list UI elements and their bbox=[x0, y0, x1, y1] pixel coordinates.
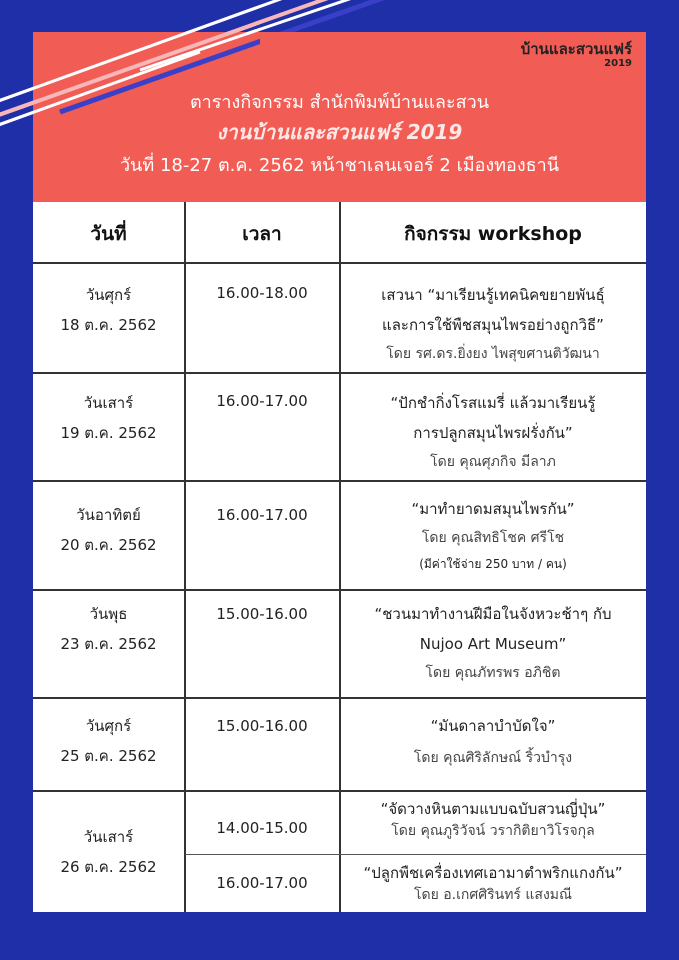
decorative-stripes-overlay bbox=[0, 0, 260, 130]
table-row-day bbox=[33, 711, 184, 771]
activity-cell bbox=[340, 711, 646, 775]
day-name: วันเสาร์ bbox=[83, 828, 134, 846]
row-divider bbox=[33, 697, 646, 699]
day-name: วันเสาร์ bbox=[83, 394, 134, 412]
day-date: 18 ต.ค. 2562 bbox=[60, 316, 157, 334]
day-date: 25 ต.ค. 2562 bbox=[60, 747, 157, 765]
event-name: งานบ้านและสวนแฟร์ 2019 bbox=[216, 120, 463, 144]
day-date: 19 ต.ค. 2562 bbox=[60, 424, 157, 442]
activity-title: “มาทำยาดมสมุนไพรกัน” bbox=[411, 500, 575, 518]
day-date: 26 ต.ค. 2562 bbox=[60, 858, 157, 876]
row-divider bbox=[33, 262, 646, 264]
row-divider bbox=[33, 790, 646, 792]
activity-title: การปลูกสมุนไพรฝรั่งกัน” bbox=[413, 424, 573, 442]
row-divider bbox=[33, 589, 646, 591]
activity-speaker: โดย คุณภัทรพร อภิชิต bbox=[425, 665, 561, 681]
activity-title: “ชวนมาทำงานฝีมือในจังหวะช้าๆ กับ bbox=[374, 605, 612, 623]
session-time: 15.00-16.00 bbox=[216, 605, 308, 623]
session-time: 16.00-17.00 bbox=[216, 506, 308, 524]
session-divider bbox=[185, 854, 646, 855]
activity-cell bbox=[340, 599, 646, 687]
column-divider bbox=[184, 202, 186, 912]
day-name: วันอาทิตย์ bbox=[76, 506, 141, 524]
day-date: 23 ต.ค. 2562 bbox=[60, 635, 157, 653]
brand-name: บ้านและสวนแฟร์ bbox=[520, 40, 632, 58]
header-day: วันที่ bbox=[90, 223, 127, 245]
activity-speaker: โดย คุณศุภกิจ มีลาภ bbox=[430, 454, 556, 470]
day-date: 20 ต.ค. 2562 bbox=[60, 536, 157, 554]
activity-title: “ปักชำกิ่งโรสแมรี่ แล้วมาเรียนรู้ bbox=[390, 394, 596, 412]
activity-title: “ปลูกพืชเครื่องเทศเอามาตำพริกแกงกัน” bbox=[363, 864, 623, 882]
activity-cell bbox=[340, 798, 646, 842]
activity-title: Nujoo Art Museum” bbox=[419, 635, 567, 653]
header-title: ตารางกิจกรรม สำนักพิมพ์บ้านและสวน bbox=[189, 92, 490, 113]
session-time: 15.00-16.00 bbox=[216, 717, 308, 735]
activity-speaker: โดย คุณภูริวัจน์ วรากิติยาวิโรจกุล bbox=[391, 823, 595, 839]
row-divider bbox=[33, 372, 646, 374]
event-date-location: วันที่ 18-27 ต.ค. 2562 หน้าชาเลนเจอร์ 2 เมืองทองธานี bbox=[119, 155, 560, 176]
table-row-day bbox=[33, 599, 184, 659]
brand-logo bbox=[521, 40, 632, 70]
table-row-day bbox=[33, 280, 184, 340]
day-name: วันพุธ bbox=[89, 605, 128, 623]
table-row-day bbox=[33, 500, 184, 560]
activity-speaker: โดย คุณสิทธิโชค ศรีโช bbox=[421, 530, 565, 546]
table-row-day bbox=[33, 822, 184, 882]
table-row-day bbox=[33, 388, 184, 448]
header-time: เวลา bbox=[242, 223, 282, 245]
activity-title: และการใช้พืชสมุนไพรอย่างถูกวิธี” bbox=[382, 316, 604, 334]
activity-title: เสวนา “มาเรียนรู้เทคนิคขยายพันธุ์ bbox=[381, 286, 605, 304]
activity-speaker: โดย รศ.ดร.ยิ่งยง ไพสุขศานติวัฒนา bbox=[386, 346, 600, 362]
activity-speaker: โดย อ.เกศศิรินทร์ แสงมณี bbox=[413, 887, 573, 903]
activity-title: “จัดวางหินตามแบบฉบับสวนญี่ปุ่น” bbox=[380, 800, 606, 818]
header-activity: กิจกรรม workshop bbox=[404, 223, 582, 245]
session-time: 14.00-15.00 bbox=[216, 819, 308, 837]
activity-cell bbox=[340, 494, 646, 576]
session-time: 16.00-17.00 bbox=[216, 392, 308, 410]
brand-year: 2019 bbox=[604, 58, 632, 69]
session-time: 16.00-18.00 bbox=[216, 284, 308, 302]
activity-cell bbox=[340, 862, 646, 906]
schedule-table bbox=[33, 202, 646, 912]
activity-cell bbox=[340, 280, 646, 368]
row-divider bbox=[33, 480, 646, 482]
session-time: 16.00-17.00 bbox=[216, 874, 308, 892]
day-name: วันศุกร์ bbox=[85, 717, 132, 735]
activity-title: “มันดาลาบำบัดใจ” bbox=[430, 717, 556, 735]
activity-fee-note: (มีค่าใช้จ่าย 250 บาท / คน) bbox=[419, 557, 567, 571]
day-name: วันศุกร์ bbox=[85, 286, 132, 304]
activity-cell bbox=[340, 388, 646, 476]
activity-speaker: โดย คุณศิริลักษณ์ ริ้วบำรุง bbox=[413, 750, 573, 766]
